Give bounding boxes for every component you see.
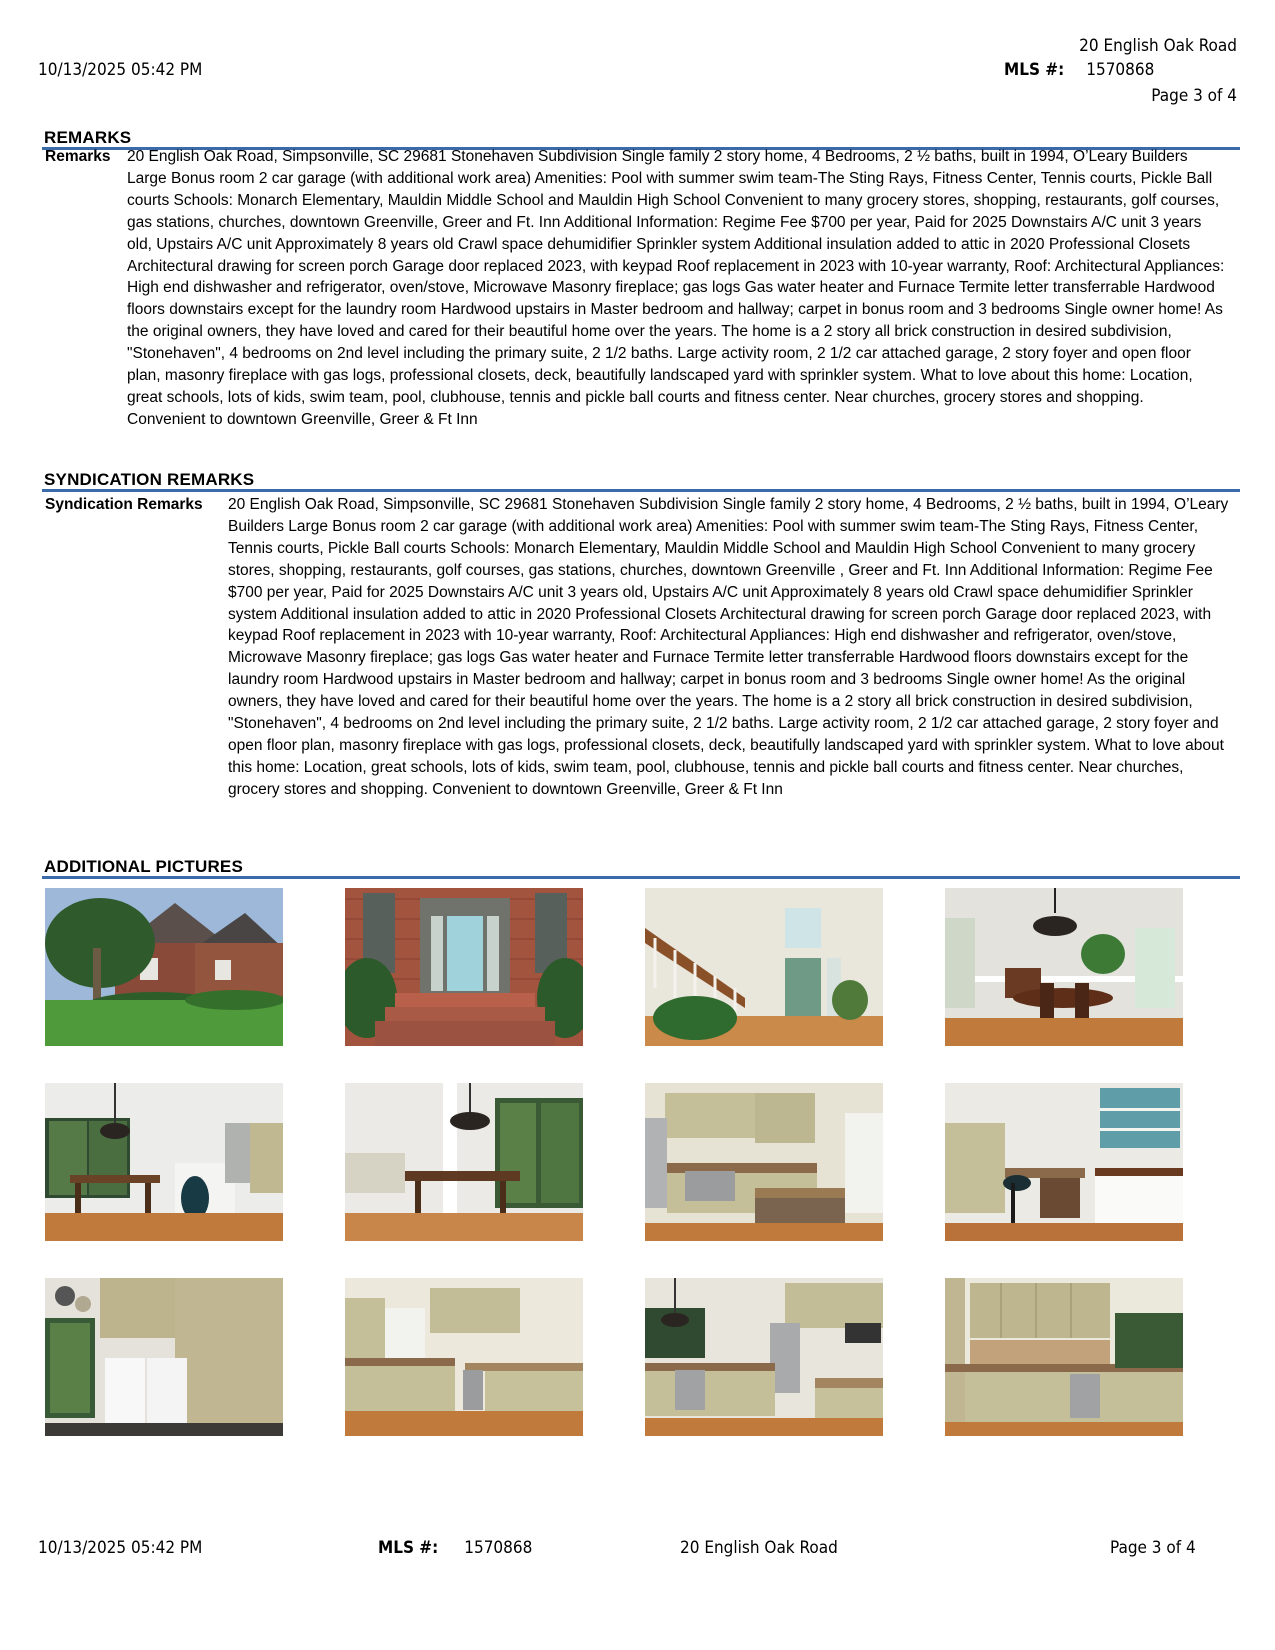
header-mls bbox=[1004, 60, 1154, 80]
footer-mls bbox=[378, 1538, 532, 1558]
footer-mls-label: MLS #: bbox=[378, 1538, 439, 1558]
photo-front-door[interactable] bbox=[345, 888, 583, 1046]
header-page-number: Page 3 of 4 bbox=[1151, 86, 1237, 106]
syndication-section-title: SYNDICATION REMARKS bbox=[44, 470, 255, 489]
header-mls-number: 1570868 bbox=[1086, 60, 1155, 80]
syndication-label: Syndication Remarks bbox=[45, 496, 203, 513]
header-address: 20 English Oak Road bbox=[1079, 36, 1237, 56]
remarks-section-title: REMARKS bbox=[44, 128, 132, 147]
remarks-label: Remarks bbox=[45, 148, 111, 165]
syndication-text: 20 English Oak Road, Simpsonville, SC 29681 Stonehaven Subdivision Single family 2 story home, 4 Bedrooms, 2 ½ baths, built in 1994, O’Leary Builders Large Bonus room 2 car garage (with additional work area) Amenities: Pool with summer swim team-The Sting Rays, Fitness Center, Tennis courts, Pickle Ball courts Schools: Monarch Elementary, Mauldin Middle School and Mauldin High School Convenient to many grocery stores, shopping, restaurants, golf courses, gas stations, churches, downtown Greenville , Greer and Ft. Inn Additional Information: Regime Fee $700 per year, Paid for 2025 Downstairs A/C unit 3 years old, Upstairs A/C unit Approximately 8 years old Crawl space dehumidifier Sprinkler system Additional insulation added to attic in 2020 Professional Closets Architectural drawing for screen porch Garage door replaced 2023, with keypad Roof replacement in 2023 with 10-year warranty, Roof: Architectural Appliances: High end dishwasher and refrigerator, oven/stove, Microwave Masonry fireplace; gas logs Gas water heater and Furnace Termite letter transferrable Hardwood floors downstairs except for the laundry room Hardwood upstairs in Master bedroom and hallway; carpet in bonus room and 3 bedrooms Single owner home! As the original owners, they have loved and cared for their beautiful home over the years. The home is a 2 story all brick construction in desired subdivision, "Stonehaven", 4 bedrooms on 2nd level including the primary suite, 2 1/2 baths. Large activity room, 2 1/2 car attached garage, 2 story foyer and open floor plan, masonry fireplace with gas logs, professional closets, deck, beautifully landscaped yard with sprinkler system. What to love about this home: Location, great schools, lots of kids, swim team, pool, clubhouse, tennis and pickle ball courts and fitness center. Near churches, grocery stores and shopping. Convenient to downtown Greenville, Greer & Ft Inn bbox=[228, 496, 1229, 798]
photo-kitchen-wide[interactable] bbox=[345, 1278, 583, 1436]
photo-laundry-room[interactable] bbox=[45, 1278, 283, 1436]
footer-datetime: 10/13/2025 05:42 PM bbox=[38, 1538, 203, 1558]
photo-exterior-front[interactable] bbox=[45, 888, 283, 1046]
photo-dining-room[interactable] bbox=[945, 888, 1183, 1046]
photo-kitchen-built-ins[interactable] bbox=[945, 1083, 1183, 1241]
syndication-divider bbox=[42, 489, 1240, 492]
footer-page-number: Page 3 of 4 bbox=[1110, 1538, 1196, 1558]
pictures-section-title: ADDITIONAL PICTURES bbox=[44, 857, 243, 876]
footer-address: 20 English Oak Road bbox=[680, 1538, 838, 1558]
photo-foyer-stairs[interactable] bbox=[645, 888, 883, 1046]
photo-grid bbox=[45, 888, 1195, 1438]
photo-kitchen-corner[interactable] bbox=[645, 1083, 883, 1241]
photo-eat-in-kitchen[interactable] bbox=[345, 1083, 583, 1241]
photo-kitchen-appliances[interactable] bbox=[645, 1278, 883, 1436]
photo-kitchen-cabinets[interactable] bbox=[945, 1278, 1183, 1436]
header-datetime: 10/13/2025 05:42 PM bbox=[38, 60, 203, 80]
footer-mls-number: 1570868 bbox=[464, 1538, 533, 1558]
header-mls-label: MLS #: bbox=[1004, 60, 1065, 80]
pictures-divider bbox=[42, 876, 1240, 879]
remarks-text: 20 English Oak Road, Simpsonville, SC 29681 Stonehaven Subdivision Single family 2 story home, 4 Bedrooms, 2 ½ baths, built in 1994, O’Leary Builders Large Bonus room 2 car garage (with additional work area) Amenities: Pool with summer swim team-The Sting Rays, Fitness Center, Tennis courts, Pickle Ball courts Schools: Monarch Elementary, Mauldin Middle School and Mauldin High School Convenient to many grocery stores, shopping, restaurants, golf courses, gas stations, churches, downtown Greenville, Greer and Ft. Inn Additional Information: Regime Fee $700 per year, Paid for 2025 Downstairs A/C unit 3 years old, Upstairs A/C unit Approximately 8 years old Crawl space dehumidifier Sprinkler system Additional insulation added to attic in 2020 Professional Closets Architectural drawing for screen porch Garage door replaced 2023, with keypad Roof replacement in 2023 with 10-year warranty, Roof: Architectural Appliances: High end dishwasher and refrigerator, oven/stove, Microwave Masonry fireplace; gas logs Gas water heater and Furnace Termite letter transferrable Hardwood floors downstairs except for the laundry room Hardwood upstairs in Master bedroom and hallway; carpet in bonus room and 3 bedrooms Single owner home! As the original owners, they have loved and cared for their beautiful home over the years. The home is a 2 story all brick construction in desired subdivision, "Stonehaven", 4 bedrooms on 2nd level including the primary suite, 2 1/2 baths. Large activity room, 2 1/2 car attached garage, 2 story foyer and open floor plan, masonry fireplace with gas logs, professional closets, deck, beautifully landscaped yard with sprinkler system. What to love about this home: Location, great schools, lots of kids, swim team, pool, clubhouse, tennis and pickle ball courts and fitness center. Near churches, grocery stores and shopping. Convenient to downtown Greenville, Greer & Ft Inn bbox=[127, 148, 1225, 428]
photo-breakfast-nook[interactable] bbox=[45, 1083, 283, 1241]
